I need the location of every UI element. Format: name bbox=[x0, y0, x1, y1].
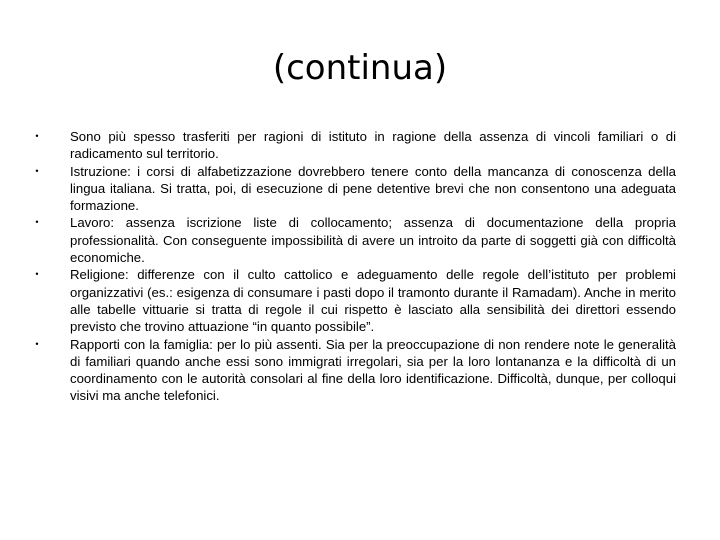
bullet-item-famiglia bbox=[36, 336, 676, 405]
bullet-dot-icon: • bbox=[35, 217, 39, 228]
bullet-text: Istruzione: i corsi di alfabetizzazione dovrebbero tenere conto della mancanza di conoscenza della lingua italiana. Si tratta, poi, di esecuzione di pene detentive brevi che non consentono una adeguata formazione. bbox=[70, 163, 676, 214]
bullet-text: Religione: differenze con il culto cattolico e adeguamento delle regole dell’istituto per problemi organizzativi (es.: esigenza di consumare i pasti dopo il tramonto durante il Ramadam). Anche in merito alle tabelle vittuarie si tratta di regole il cui rispetto è lasciato alla sensibilità dei direttori essendo previsto che trovino attuazione “in quanto possibile”. bbox=[70, 267, 676, 335]
bullet-dot-icon: • bbox=[35, 338, 39, 349]
bullet-item-istruzione bbox=[36, 163, 676, 215]
bullet-text: Sono più spesso trasferiti per ragioni di istituto in ragione della assenza di vincoli familiari o di radicamento sul territorio. bbox=[70, 129, 676, 162]
bullet-dot-icon: • bbox=[35, 165, 39, 176]
bullet-list bbox=[36, 128, 676, 405]
bullet-item-trasferimenti bbox=[36, 128, 676, 163]
bullet-item-lavoro bbox=[36, 214, 676, 266]
bullet-text: Lavoro: assenza iscrizione liste di collocamento; assenza di documentazione della propria professionalità. Con conseguente impossibilità di avere un introito da parte di soggetti già con difficoltà economiche. bbox=[70, 215, 676, 266]
bullet-item-religione bbox=[36, 266, 676, 335]
bullet-text: Rapporti con la famiglia: per lo più assenti. Sia per la preoccupazione di non rendere note le generalità di familiari quando anche essi sono immigrati irregolari, sia per la loro lontananza e la difficoltà di un coordinamento con le autorità consolari al fine della loro identificazione. Difficoltà, dunque, per colloqui visivi ma anche telefonici. bbox=[70, 336, 676, 404]
bullet-dot-icon: • bbox=[35, 131, 39, 141]
bullet-dot-icon: • bbox=[35, 269, 39, 280]
slide-title: (continua) bbox=[272, 48, 448, 88]
